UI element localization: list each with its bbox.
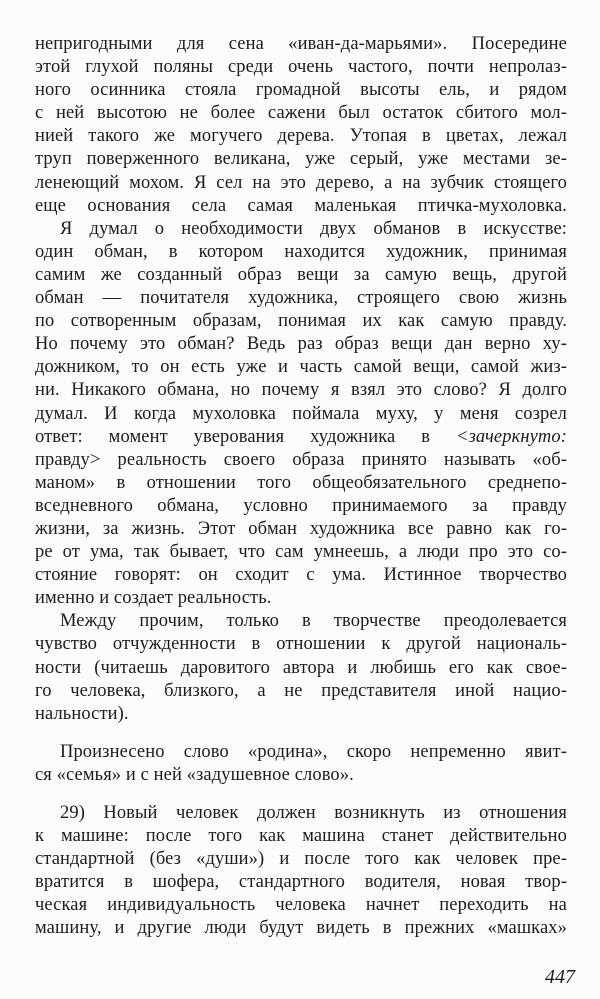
text-line: [35, 426, 567, 449]
text-line: [35, 310, 567, 333]
text-line: [35, 287, 567, 310]
text-line: [35, 218, 567, 241]
text-segment: один обман, в котором находится художник, принимая: [35, 241, 567, 262]
text-segment: стандартной (без «души») и после того как человек пре-: [35, 849, 567, 870]
text-line: [35, 610, 567, 633]
text-line: [35, 472, 567, 495]
text-line: [35, 917, 567, 940]
text-segment: Но почему это обман? Ведь раз образ вещи дан верно ху-: [35, 334, 567, 355]
text-segment: обман — почитателя художника, строящего свою жизнь: [35, 288, 567, 309]
editorial-note-italic: <зачеркнуто:: [455, 426, 567, 447]
text-line: [35, 333, 567, 356]
text-line: [35, 741, 567, 764]
text-segment: стояние говорят: он сходит с ума. Истинное творчество: [35, 565, 567, 586]
text-segment: с ней высотою не более сажени был остаток сбитого мол-: [35, 103, 567, 124]
text-line: [35, 379, 567, 402]
text-segment: думал. И когда мухоловка поймала муху, у меня созрел: [35, 403, 567, 424]
text-segment: ответ: момент уверования художника в: [35, 426, 456, 447]
text-segment: ре от ума, так бывает, что сам умнеешь, а люди про это со-: [35, 542, 567, 563]
text-segment: дожником, то он есть уже и часть самой вещи, самой жиз-: [35, 357, 567, 378]
text-segment: 29) Новый человек должен возникнуть из отношения: [60, 803, 567, 823]
text-line: [35, 102, 567, 125]
text-segment: ности (читаешь даровитого автора и любишь его как свое-: [35, 657, 567, 678]
text-segment: именно и создает реальность.: [35, 588, 272, 609]
text-segment: вратится в шофера, стандартного водителя, новая твор-: [35, 872, 567, 893]
text-segment: нией такого же могучего дерева. Утопая в цветах, лежал: [35, 126, 567, 147]
paragraph: [35, 610, 567, 725]
text-segment: жизни, за жизнь. Этот обман художника все равно как го-: [35, 518, 567, 539]
paragraph: [35, 218, 567, 611]
text-line: [35, 518, 567, 541]
text-segment: чувство отчужденности в отношении к другой националь-: [35, 634, 567, 655]
text-segment: машину, и другие люди будут видеть в прежних «машках»: [35, 918, 567, 939]
text-line: [35, 56, 567, 79]
text-line: [35, 657, 567, 680]
text-block: [35, 33, 567, 941]
text-line: [35, 894, 567, 917]
text-segment: правду> реальность своего образа принято называть «об-: [35, 449, 567, 470]
paragraph: [35, 33, 567, 218]
text-line: [35, 703, 567, 726]
text-line: [35, 172, 567, 195]
text-segment: ческая индивидуальность человека начнет переходить на: [35, 895, 567, 916]
text-segment: ного осинника стояла громадной высоты ель, и рядом: [35, 80, 567, 101]
text-line: [35, 587, 567, 610]
text-line: [35, 802, 567, 825]
text-segment: ни. Никакого обмана, но почему я взял это слово? Я долго: [35, 380, 567, 401]
text-line: [35, 495, 567, 518]
text-segment: нальности).: [35, 703, 129, 724]
paragraph: [35, 802, 567, 941]
text-line: [35, 848, 567, 871]
text-segment: труп поверженного великана, уже серый, уже местами зе-: [35, 149, 567, 170]
text-line: [35, 541, 567, 564]
text-segment: Я думал о необходимости двух обманов в искусстве:: [60, 218, 567, 239]
text-line: [35, 79, 567, 102]
text-segment: маном» в отношении того общеобязательного среднепо-: [35, 472, 567, 493]
text-line: [35, 680, 567, 703]
text-segment: го человека, близкого, а не представителя иной нацио-: [35, 680, 567, 701]
text-line: [35, 148, 567, 171]
text-segment: непригодными для сена «иван-да-марьями». Посередине: [35, 34, 567, 54]
text-segment: еще основания села самая маленькая птичка-мухоловка.: [35, 195, 567, 216]
text-segment: Произнесено слово «родина», скоро непременно явит-: [60, 741, 567, 762]
text-segment: вседневного обмана, условно принимаемого за правду: [35, 495, 567, 516]
text-line: [35, 264, 567, 287]
text-line: [35, 241, 567, 264]
text-segment: ся «семья» и с ней «задушевное слово».: [35, 764, 354, 785]
text-line: [35, 564, 567, 587]
text-line: [35, 449, 567, 472]
text-line: [35, 125, 567, 148]
text-line: [35, 871, 567, 894]
text-segment: ленеющий мохом. Я сел на это дерево, а на зубчик стоящего: [35, 172, 567, 193]
text-line: [35, 633, 567, 656]
text-line: [35, 33, 567, 56]
page-number: 447: [545, 966, 575, 988]
text-line: [35, 403, 567, 426]
text-segment: Между прочим, только в творчестве преодолевается: [60, 611, 567, 632]
text-segment: этой глухой поляны среди очень частого, почти непролаз-: [35, 57, 567, 78]
text-segment: по сотворенным образам, понимая их как самую правду.: [35, 311, 567, 332]
text-line: [35, 825, 567, 848]
text-line: [35, 764, 567, 787]
paragraph: [35, 741, 567, 787]
text-line: [35, 195, 567, 218]
text-segment: к машине: после того как машина станет действительно: [35, 826, 567, 847]
text-line: [35, 356, 567, 379]
text-segment: самим же созданный образ вещи за самую вещь, другой: [35, 264, 567, 285]
